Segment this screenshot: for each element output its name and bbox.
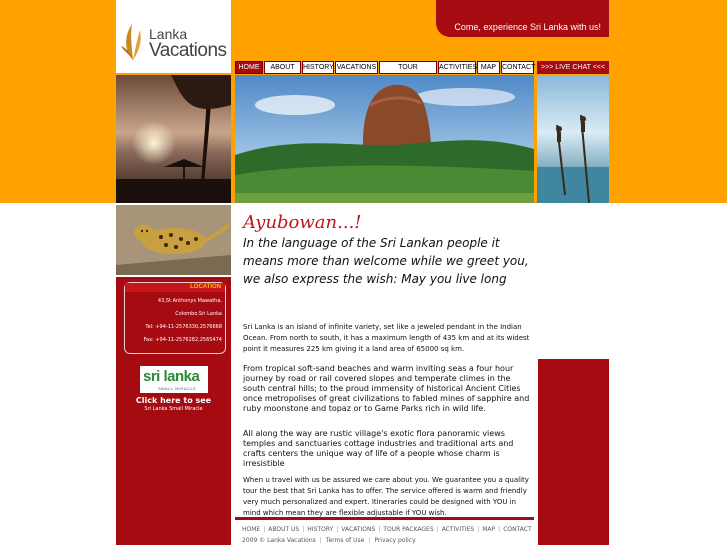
privacy-link[interactable]: Privacy policy: [374, 537, 416, 544]
location-heading: LOCATION: [125, 283, 225, 292]
footer-link-about-us[interactable]: ABOUT US: [268, 526, 300, 533]
sri-lanka-logo-text: sri lanka: [143, 368, 200, 385]
logo[interactable]: [116, 0, 231, 73]
lead-text: In the language of the Sri Lankan people it means more than welcome while we greet you, we also express the wish: May you live long: [243, 236, 529, 286]
footer-link-map[interactable]: MAP: [482, 526, 496, 533]
logo-text-lanka: Lanka: [149, 26, 188, 42]
footer-separator: |: [436, 526, 439, 533]
footer-separator: |: [319, 537, 322, 544]
footer-separator: |: [263, 526, 266, 533]
nav-contact[interactable]: CONTACT: [501, 61, 534, 74]
location-address-line1: 43,St.Anthonys Mawatha,: [157, 298, 222, 304]
footer-nav: [242, 526, 532, 533]
click-here-link[interactable]: Click here to see: [135, 396, 212, 405]
tagline-bar: [436, 0, 609, 37]
intro-paragraph: Sri Lanka is an island of infinite variety, set like a jeweled pendant in the Indian Ocean. From north to south, it has a maximum length of 435 km and at its widest point it measures 225 km giving it a land area of 65000 sq km.: [243, 323, 530, 353]
location-address-line2: Colombo.Sri Lanka: [175, 311, 222, 317]
footer-separator: |: [302, 526, 305, 533]
footer-link-activities[interactable]: ACTIVITIES: [441, 526, 475, 533]
location-tel: Tel: +94-11-2576330,2576668: [145, 324, 222, 330]
beaches-paragraph: From tropical soft-sand beaches and warm inviting seas a four hour journey by road or rail covered slopes and temperate climes in the south central hills; to the proud immensity of historical Ancient Cities once metropolises of great civilizations to fabled mines of sapphire and ruby moonstone and topaz or to Game Parks rich in wild life.: [243, 364, 530, 413]
live-chat-button[interactable]: >>> LIVE CHAT <<<: [537, 61, 609, 74]
footer-link-tour-packages[interactable]: TOUR PACKAGES: [383, 526, 434, 533]
nav-about-us[interactable]: ABOUT: [264, 61, 301, 74]
sri-lanka-small-miracle-logo[interactable]: [140, 366, 208, 393]
nav-vacations[interactable]: VACATIONS: [335, 61, 378, 74]
footer-separator: |: [336, 526, 339, 533]
footer-link-contact[interactable]: CONTACT: [503, 526, 532, 533]
footer-separator: |: [378, 526, 381, 533]
footer-copyright-row: [242, 537, 416, 544]
footer-divider: [235, 517, 534, 520]
copyright-text: 2009 © Lanka Vacations: [242, 537, 316, 544]
nav-home[interactable]: HOME: [235, 61, 263, 74]
nav-map[interactable]: MAP: [477, 61, 500, 74]
leaf-logo-icon: [120, 20, 146, 62]
nav-tour-packages[interactable]: TOUR: [379, 61, 437, 74]
stilt-fishermen-photo: [537, 75, 609, 203]
footer-link-home[interactable]: HOME: [242, 526, 261, 533]
small-miracle-caption: Sri Lanka Small Miracle: [144, 406, 203, 412]
right-red-panel: [538, 359, 609, 545]
tagline-text: Come, experience Sri Lanka with us!: [454, 22, 601, 32]
village-paragraph: All along the way are rustic village's exotic flora panoramic views temples and sanctuaries cottage industries and traditional arts and crafts centers the unique way of life of a people whose charm is irresistible: [243, 429, 514, 468]
location-fax: Fax: +94-11-2576282,2565474: [143, 337, 222, 343]
nav-activities[interactable]: ACTIVITIES: [438, 61, 476, 74]
nav-history[interactable]: HISTORY: [302, 61, 334, 74]
sigiriya-rock-photo: [235, 75, 534, 203]
footer-link-history[interactable]: HISTORY: [307, 526, 334, 533]
footer-separator: |: [368, 537, 371, 544]
greeting-heading: Ayubowan...!: [243, 212, 362, 233]
footer-link-vacations[interactable]: VACATIONS: [341, 526, 376, 533]
small-miracle-logo-text: SMALL MIRACLE: [158, 386, 197, 391]
logo-text-vacations: Vacations: [149, 40, 227, 61]
terms-link[interactable]: Terms of Use: [325, 537, 365, 544]
leopard-photo: [116, 205, 231, 275]
care-paragraph: When u travel with us be assured we care about you. We guarantee you a quality tour the best that Sri Lanka has to offer. The service offered is warm and friendly very much personalized and expert. Itineraries could be designed with YOU in mind which mean they are flexible adjustable if YOU wish.: [243, 476, 529, 517]
location-box: [124, 282, 226, 354]
footer-separator: |: [477, 526, 480, 533]
footer-separator: |: [498, 526, 501, 533]
beach-sunset-photo: [116, 75, 231, 203]
